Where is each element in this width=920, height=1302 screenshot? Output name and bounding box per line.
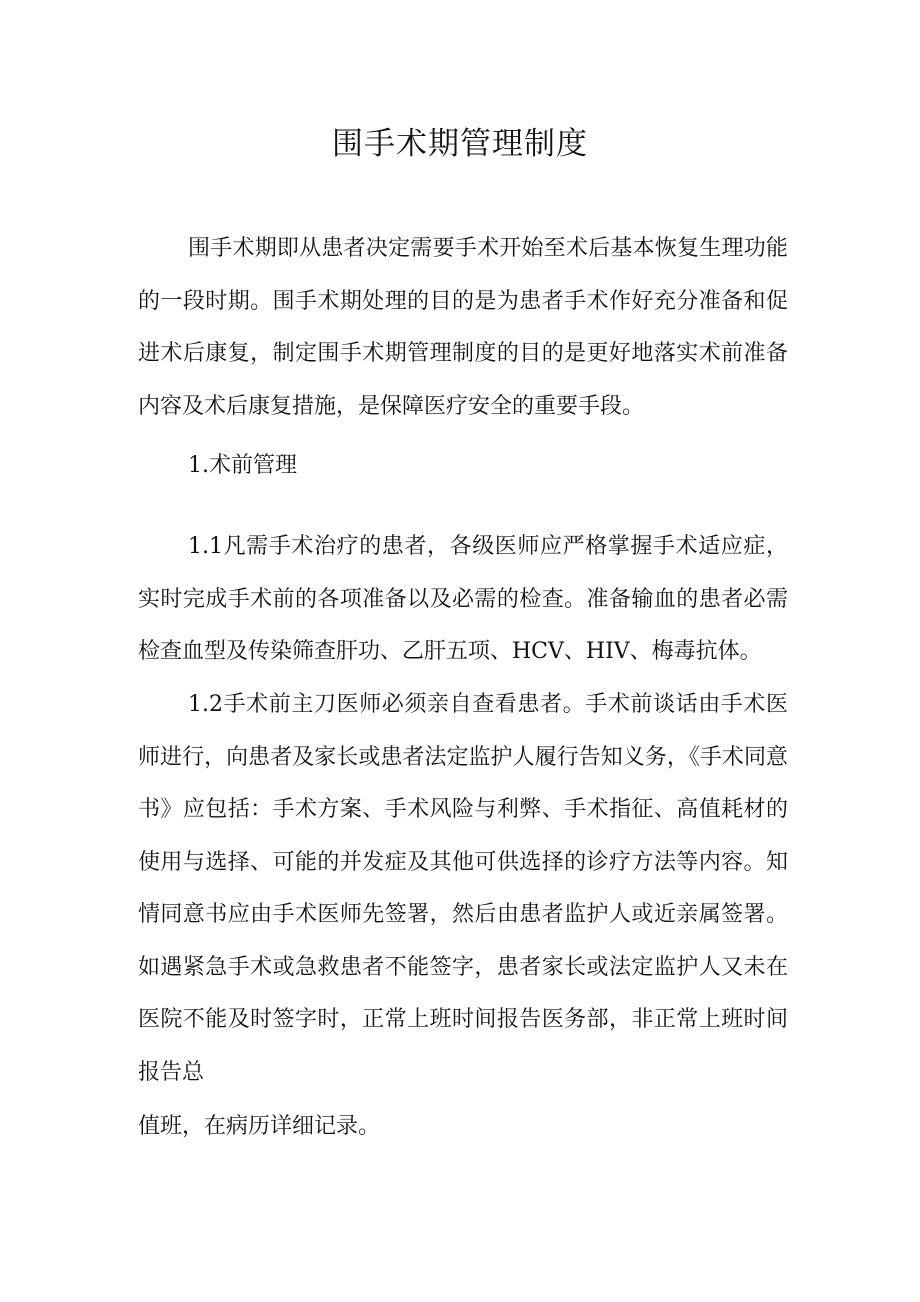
continuation-paragraph: 值班，在病历详细记录。 bbox=[138, 1114, 381, 1139]
clause-1-1-paragraph: 1.1凡需手术治疗的患者，各级医师应严格掌握手术适应症，实时完成手术前的各项准备以及必需的检查。准备输血的患者必需检查血型及传染筛查肝功、乙肝五项、HCV、HIV、梅毒抗体。 bbox=[138, 534, 788, 664]
intro-paragraph: 围手术期即从患者决定需要手术开始至术后基本恢复生理功能的一段时期。围手术期处理的目的是为患者手术作好充分准备和促进术后康复，制定围手术期管理制度的目的是更好地落实术前准备内容及术后康复措施，是保障医疗安全的重要手段。 bbox=[138, 236, 788, 419]
clause-1-2-paragraph: 1.2手术前主刀医师必须亲自查看患者。手术前谈话由手术医师进行，向患者及家长或患者法定监护人履行告知义务，《手术同意书》应包括：手术方案、手术风险与利弊、手术指征、高值耗材的使用与选择、可能的并发症及其他可供选择的诊疗方法等内容。知情同意书应由手术医师先签署，然后由患者监护人或近亲属签署。如遇紧急手术或急救患者不能签字，患者家长或法定监护人又未在医院不能及时签字时，正常上班时间报告医务部，非正常上班时间报告总 bbox=[138, 692, 788, 1085]
section-heading-preoperative: 1.术前管理 bbox=[188, 453, 297, 478]
document-title: 围手术期管理制度 bbox=[332, 126, 588, 162]
